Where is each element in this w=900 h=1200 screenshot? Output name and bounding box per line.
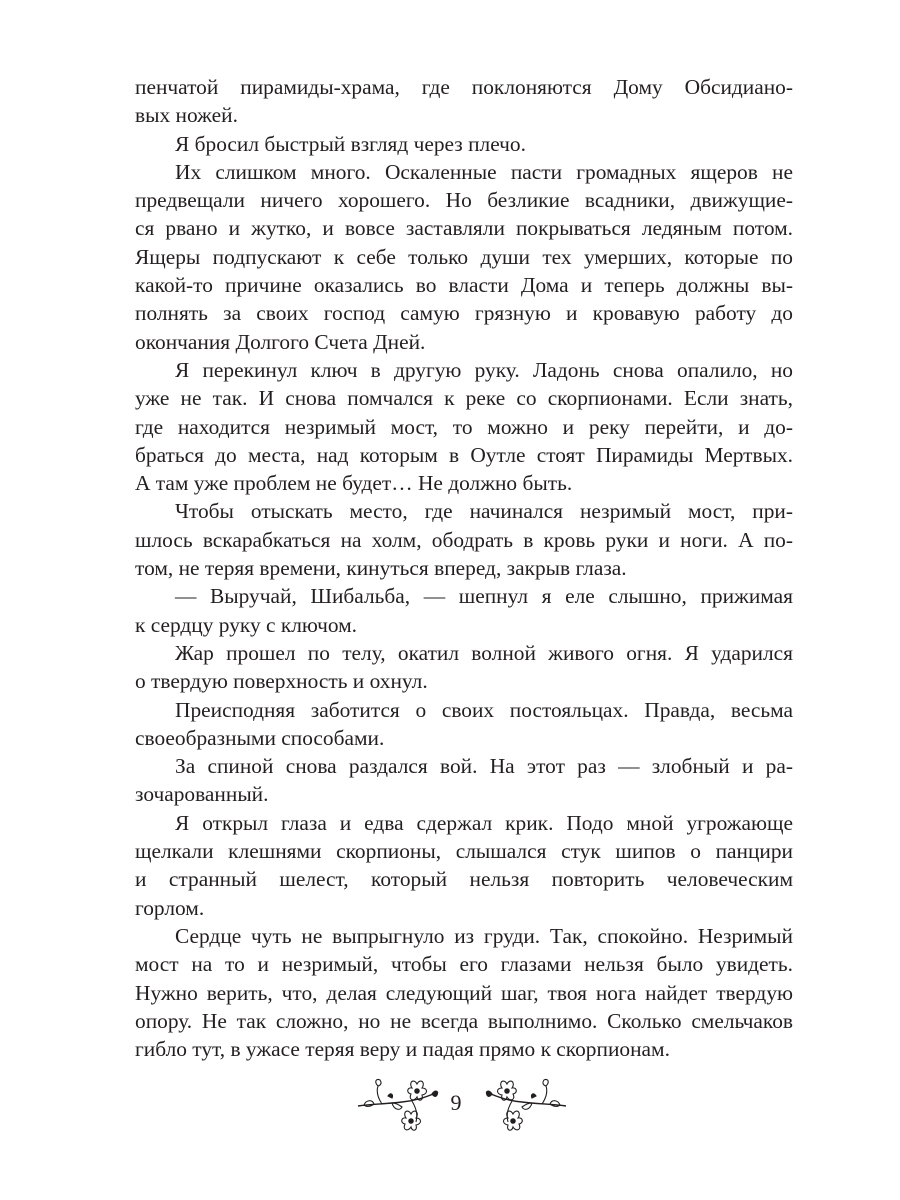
magnolia-branch-icon	[482, 1074, 572, 1140]
page-number: 9	[450, 1090, 462, 1115]
text-line: браться до места, над которым в Оутле стоят Пирамиды Мертвых.	[135, 442, 793, 467]
text-line: пенчатой пирамиды-храма, где поклоняются Дому Обсидиано-	[135, 75, 793, 99]
text-line: горлом.	[135, 895, 205, 920]
text-line: мост на то и незримый, чтобы его глазами нельзя было увидеть.	[135, 952, 793, 977]
text-line: А там уже проблем не будет… Не должно быть.	[135, 471, 573, 496]
text-line: Чтобы отыскать место, где начинался незримый мост, при-	[175, 499, 793, 524]
text-line: Я открыл глаза и едва сдержал крик. Подо мной угрожающе	[175, 810, 793, 835]
text-line: Ящеры подпускают к себе только души тех умерших, которые по	[135, 244, 793, 269]
body-text	[135, 73, 793, 1063]
text-line: Нужно верить, что, делая следующий шаг, твоя нога найдет твердую	[135, 980, 793, 1005]
text-line: своеобразными способами.	[135, 725, 385, 750]
text-line: полнять за своих господ самую грязную и кровавую работу до	[135, 301, 793, 326]
text-line: щелкали клешнями скорпионы, слышался стук шипов о панцири	[135, 839, 793, 864]
text-line: Жар прошел по телу, окатил волной живого огня. Я ударился	[175, 640, 793, 665]
text-line: том, не теряя времени, кинуться вперед, закрыв глаза.	[135, 556, 627, 581]
text-line: Преисподняя заботится о своих постояльцах. Правда, весьма	[175, 697, 793, 722]
text-line: Я бросил быстрый взгляд через плечо.	[175, 131, 526, 156]
text-line: уже не так. И снова помчался к реке со скорпионами. Если знать,	[135, 386, 793, 411]
text-line: где находится незримый мост, то можно и реку перейти, и до-	[135, 414, 793, 439]
text-line: окончания Долгого Счета Дней.	[135, 329, 426, 354]
text-line: зочарованный.	[135, 782, 269, 807]
text-line: предвещали ничего хорошего. Но безликие всадники, движущие-	[135, 188, 793, 213]
text-line: вых ножей.	[135, 103, 238, 128]
text-line: опору. Не так сложно, но не всегда выполнимо. Сколько смельчаков	[135, 1008, 793, 1033]
text-line: Я перекинул ключ в другую руку. Ладонь снова опалило, но	[175, 357, 793, 382]
text-line: Их слишком много. Оскаленные пасти громадных ящеров не	[175, 159, 793, 184]
text-line: к сердцу руку с ключом.	[135, 612, 358, 637]
magnolia-branch-icon	[352, 1074, 442, 1140]
text-line: и странный шелест, который нельзя повторить человеческим	[135, 867, 793, 892]
text-line: шлось вскарабкаться на холм, ободрать в кровь руки и ноги. А по-	[135, 527, 793, 552]
text-line: Сердце чуть не выпрыгнуло из груди. Так, спокойно. Незримый	[175, 923, 793, 948]
text-line: ся рвано и жутко, и вовсе заставляли покрываться ледяным потом.	[135, 216, 793, 241]
text-line: о твердую поверхность и охнул.	[135, 669, 428, 694]
text-line: гибло тут, в ужасе теряя веру и падая прямо к скорпионам.	[135, 1037, 670, 1062]
text-line: какой-то причине оказались во власти Дома и теперь должны вы-	[135, 273, 793, 298]
text-line: За спиной снова раздался вой. На этот раз — злобный и ра-	[175, 754, 793, 779]
text-line: — Выручай, Шибальба, — шепнул я еле слышно, прижимая	[175, 584, 793, 609]
